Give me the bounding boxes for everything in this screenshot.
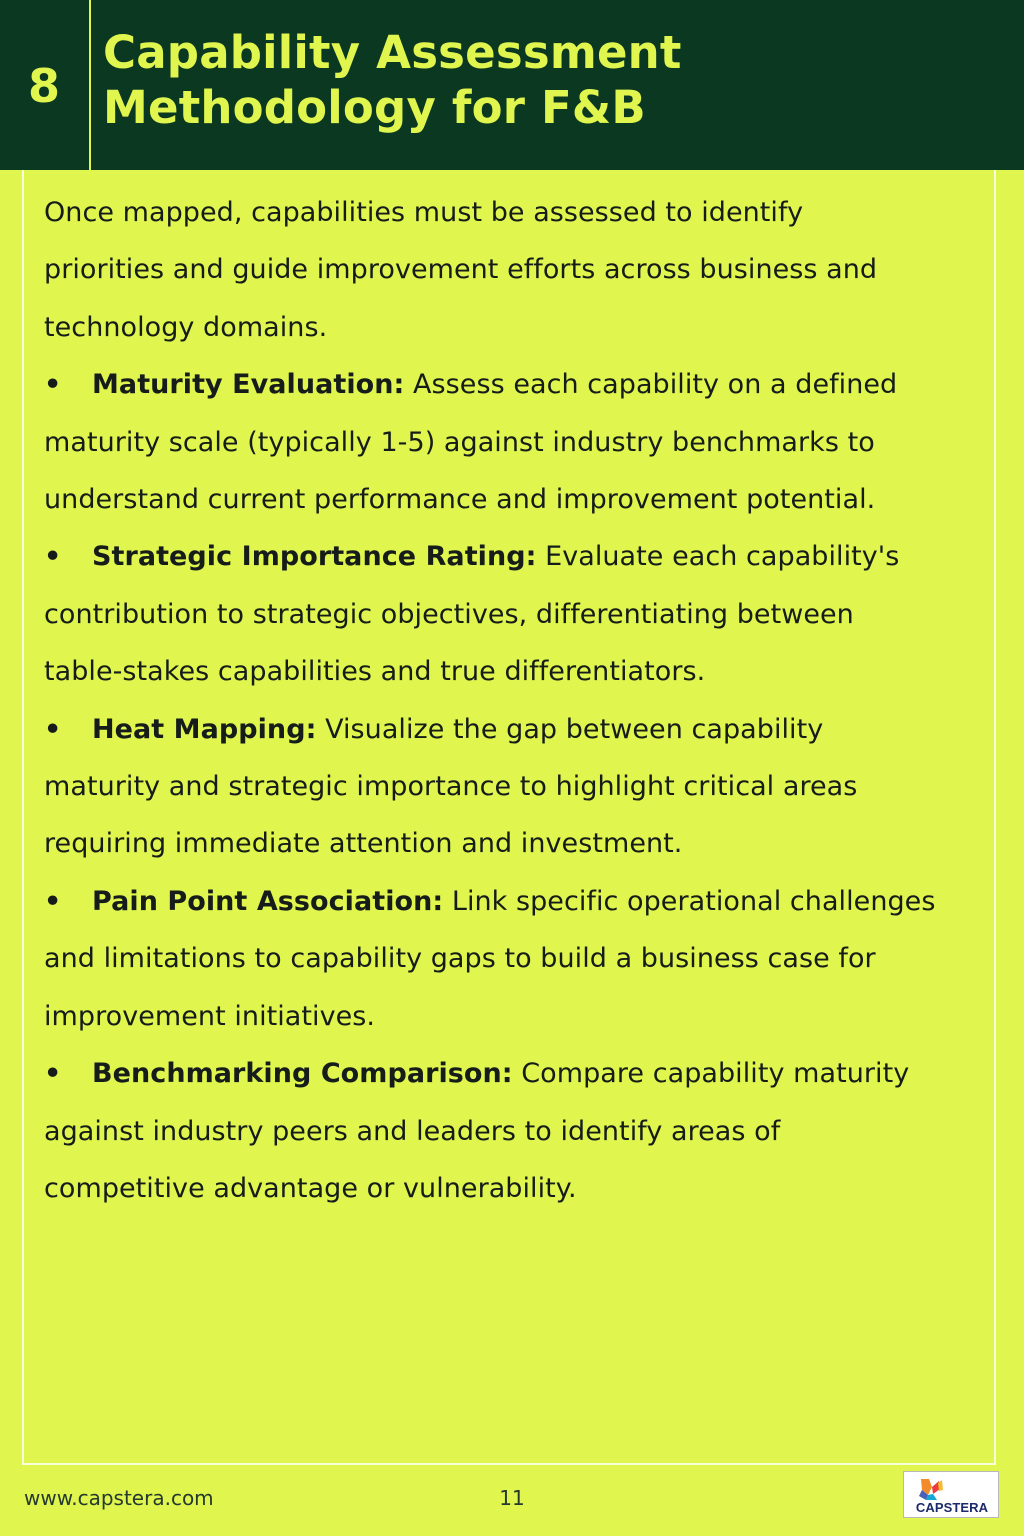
bullet-first-line [44, 528, 984, 585]
bullet-label: Benchmarking Comparison: [92, 1058, 513, 1090]
bullet-continuation-line: contribution to strategic objectives, differentiating between [44, 598, 854, 630]
bullet-text: Link specific operational challenges [451, 885, 936, 917]
bullet-first-line [44, 873, 984, 930]
page-title-line: Methodology for F&B [103, 81, 646, 134]
bullet-continuation-line: improvement initiatives. [44, 1000, 376, 1032]
bullet-continuation-line: against industry peers and leaders to identify areas of [44, 1115, 781, 1147]
bullet-dot-icon: • [44, 1058, 62, 1090]
page-header [0, 0, 1024, 170]
bullet-continuation-line: competitive advantage or vulnerability. [44, 1172, 577, 1204]
bullet-benchmarking-comparison [44, 1045, 984, 1217]
bullet-continuation-line: requiring immediate attention and investment. [44, 828, 683, 860]
page-title [103, 25, 983, 135]
capstera-logo-text: CAPSTERA [915, 1500, 989, 1515]
intro-line: technology domains. [44, 311, 328, 343]
bullet-dot-icon: • [44, 885, 62, 917]
bullet-pain-point-association [44, 873, 984, 1045]
bullet-continuation-line: maturity scale (typically 1-5) against industry benchmarks to [44, 426, 875, 458]
bullet-first-line [44, 356, 984, 413]
intro-line: Once mapped, capabilities must be assessed to identify [44, 197, 804, 228]
bullet-dot-icon: • [44, 541, 62, 573]
bullet-label: Heat Mapping: [92, 713, 317, 745]
bullet-label: Maturity Evaluation: [92, 369, 405, 401]
bullet-dot-icon: • [44, 369, 62, 401]
bullet-text: Evaluate each capability's [545, 541, 900, 573]
bullet-continuation-line: and limitations to capability gaps to build a business case for [44, 943, 876, 975]
intro-line: priorities and guide improvement efforts across business and [44, 254, 878, 286]
bullet-heat-mapping [44, 701, 984, 873]
bullet-label: Pain Point Association: [92, 885, 444, 917]
bullet-continuation-line: maturity and strategic importance to highlight critical areas [44, 771, 858, 803]
bullet-text: Visualize the gap between capability [325, 713, 824, 745]
bullet-first-line [44, 1045, 984, 1102]
bullet-maturity-evaluation [44, 356, 984, 528]
bullet-continuation-line: table-stakes capabilities and true differentiators. [44, 656, 706, 688]
capstera-logo [903, 1471, 999, 1518]
website-link[interactable]: www.capstera.com [24, 1486, 214, 1510]
section-number: 8 [27, 59, 60, 113]
bullet-label: Strategic Importance Rating: [92, 541, 537, 573]
bullet-text: Assess each capability on a defined [413, 369, 898, 401]
header-divider [89, 0, 91, 170]
page-number: 11 [499, 1486, 525, 1510]
content-body [44, 184, 984, 1217]
intro-paragraph [44, 184, 984, 356]
bullet-continuation-line: understand current performance and improvement potential. [44, 484, 876, 516]
page-title-line: Capability Assessment [103, 26, 682, 79]
bullet-text: Compare capability maturity [521, 1058, 910, 1090]
bullet-dot-icon: • [44, 713, 62, 745]
bullet-strategic-importance-rating [44, 528, 984, 700]
bullet-first-line [44, 701, 984, 758]
